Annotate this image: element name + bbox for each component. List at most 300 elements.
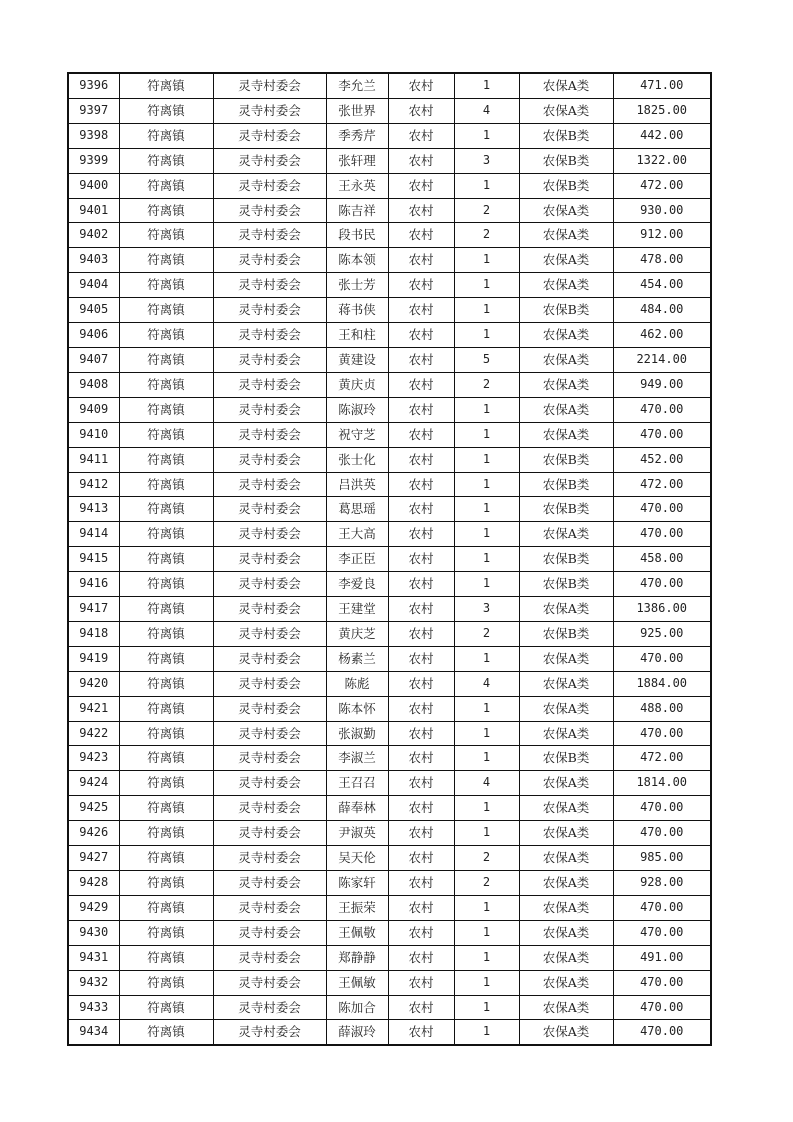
cell-town: 符离镇 xyxy=(119,447,213,472)
cell-village-committee: 灵寺村委会 xyxy=(213,323,326,348)
cell-insurance-category: 农保A类 xyxy=(519,198,613,223)
table-row xyxy=(68,621,711,646)
cell-row-id: 9408 xyxy=(68,372,119,397)
table-row xyxy=(68,323,711,348)
cell-town: 符离镇 xyxy=(119,273,213,298)
cell-amount: 470.00 xyxy=(613,821,711,846)
cell-name: 李爱良 xyxy=(326,572,388,597)
cell-insurance-category: 农保A类 xyxy=(519,372,613,397)
table-row xyxy=(68,995,711,1020)
cell-name: 尹淑英 xyxy=(326,821,388,846)
cell-town: 符离镇 xyxy=(119,223,213,248)
cell-insurance-category: 农保A类 xyxy=(519,597,613,622)
cell-amount: 470.00 xyxy=(613,970,711,995)
cell-village-committee: 灵寺村委会 xyxy=(213,621,326,646)
cell-amount: 1825.00 xyxy=(613,98,711,123)
cell-name: 张士化 xyxy=(326,447,388,472)
cell-amount: 458.00 xyxy=(613,547,711,572)
cell-village-committee: 灵寺村委会 xyxy=(213,273,326,298)
cell-town: 符离镇 xyxy=(119,1020,213,1045)
cell-name: 黄庆芝 xyxy=(326,621,388,646)
cell-insurance-category: 农保B类 xyxy=(519,298,613,323)
cell-row-id: 9420 xyxy=(68,671,119,696)
cell-insurance-category: 农保A类 xyxy=(519,1020,613,1045)
cell-insurance-category: 农保A类 xyxy=(519,347,613,372)
cell-amount: 2214.00 xyxy=(613,347,711,372)
cell-insurance-category: 农保A类 xyxy=(519,821,613,846)
cell-row-id: 9398 xyxy=(68,123,119,148)
cell-row-id: 9424 xyxy=(68,771,119,796)
cell-household-count: 2 xyxy=(454,621,519,646)
cell-household-count: 2 xyxy=(454,223,519,248)
table-row xyxy=(68,1020,711,1045)
cell-row-id: 9407 xyxy=(68,347,119,372)
cell-village-committee: 灵寺村委会 xyxy=(213,572,326,597)
cell-household-count: 1 xyxy=(454,123,519,148)
cell-amount: 470.00 xyxy=(613,422,711,447)
cell-town: 符离镇 xyxy=(119,696,213,721)
table-row xyxy=(68,273,711,298)
cell-household-count: 2 xyxy=(454,846,519,871)
cell-insurance-category: 农保B类 xyxy=(519,447,613,472)
cell-village-committee: 灵寺村委会 xyxy=(213,597,326,622)
cell-town: 符离镇 xyxy=(119,945,213,970)
cell-insurance-category: 农保B类 xyxy=(519,148,613,173)
cell-amount: 472.00 xyxy=(613,472,711,497)
cell-row-id: 9396 xyxy=(68,73,119,98)
cell-name: 王振荣 xyxy=(326,895,388,920)
cell-village-committee: 灵寺村委会 xyxy=(213,895,326,920)
cell-row-id: 9422 xyxy=(68,721,119,746)
cell-household-count: 1 xyxy=(454,273,519,298)
cell-name: 陈家轩 xyxy=(326,871,388,896)
cell-town: 符离镇 xyxy=(119,572,213,597)
cell-area-type: 农村 xyxy=(388,821,454,846)
cell-insurance-category: 农保B类 xyxy=(519,472,613,497)
cell-household-count: 1 xyxy=(454,73,519,98)
cell-insurance-category: 农保A类 xyxy=(519,771,613,796)
cell-insurance-category: 农保B类 xyxy=(519,572,613,597)
table-row xyxy=(68,248,711,273)
cell-row-id: 9410 xyxy=(68,422,119,447)
cell-household-count: 1 xyxy=(454,970,519,995)
cell-row-id: 9409 xyxy=(68,397,119,422)
cell-village-committee: 灵寺村委会 xyxy=(213,372,326,397)
cell-row-id: 9428 xyxy=(68,871,119,896)
cell-household-count: 5 xyxy=(454,347,519,372)
cell-village-committee: 灵寺村委会 xyxy=(213,547,326,572)
cell-household-count: 1 xyxy=(454,796,519,821)
cell-town: 符离镇 xyxy=(119,646,213,671)
cell-amount: 985.00 xyxy=(613,846,711,871)
cell-household-count: 4 xyxy=(454,98,519,123)
cell-row-id: 9412 xyxy=(68,472,119,497)
cell-amount: 470.00 xyxy=(613,995,711,1020)
cell-row-id: 9400 xyxy=(68,173,119,198)
cell-household-count: 1 xyxy=(454,995,519,1020)
cell-amount: 470.00 xyxy=(613,497,711,522)
cell-row-id: 9427 xyxy=(68,846,119,871)
data-table xyxy=(67,72,712,1046)
cell-area-type: 农村 xyxy=(388,347,454,372)
cell-amount: 470.00 xyxy=(613,920,711,945)
table-row xyxy=(68,522,711,547)
cell-village-committee: 灵寺村委会 xyxy=(213,671,326,696)
cell-town: 符离镇 xyxy=(119,846,213,871)
cell-insurance-category: 农保A类 xyxy=(519,397,613,422)
cell-amount: 462.00 xyxy=(613,323,711,348)
cell-area-type: 农村 xyxy=(388,547,454,572)
cell-area-type: 农村 xyxy=(388,796,454,821)
cell-insurance-category: 农保A类 xyxy=(519,995,613,1020)
cell-insurance-category: 农保A类 xyxy=(519,248,613,273)
cell-amount: 442.00 xyxy=(613,123,711,148)
cell-household-count: 2 xyxy=(454,871,519,896)
table-row xyxy=(68,198,711,223)
cell-village-committee: 灵寺村委会 xyxy=(213,746,326,771)
cell-village-committee: 灵寺村委会 xyxy=(213,522,326,547)
cell-name: 薛奉林 xyxy=(326,796,388,821)
cell-town: 符离镇 xyxy=(119,597,213,622)
cell-household-count: 1 xyxy=(454,547,519,572)
cell-household-count: 4 xyxy=(454,671,519,696)
cell-amount: 478.00 xyxy=(613,248,711,273)
cell-area-type: 农村 xyxy=(388,497,454,522)
cell-name: 张士芳 xyxy=(326,273,388,298)
cell-amount: 470.00 xyxy=(613,796,711,821)
cell-name: 季秀芹 xyxy=(326,123,388,148)
cell-household-count: 1 xyxy=(454,646,519,671)
cell-area-type: 农村 xyxy=(388,148,454,173)
cell-name: 王佩敬 xyxy=(326,920,388,945)
cell-amount: 454.00 xyxy=(613,273,711,298)
cell-insurance-category: 农保A类 xyxy=(519,422,613,447)
cell-insurance-category: 农保B类 xyxy=(519,746,613,771)
cell-insurance-category: 农保A类 xyxy=(519,970,613,995)
cell-amount: 925.00 xyxy=(613,621,711,646)
cell-amount: 1884.00 xyxy=(613,671,711,696)
cell-amount: 484.00 xyxy=(613,298,711,323)
cell-area-type: 农村 xyxy=(388,98,454,123)
table-row xyxy=(68,422,711,447)
cell-name: 李正臣 xyxy=(326,547,388,572)
table-row xyxy=(68,472,711,497)
cell-name: 王佩敏 xyxy=(326,970,388,995)
cell-village-committee: 灵寺村委会 xyxy=(213,846,326,871)
table-row xyxy=(68,871,711,896)
table-row xyxy=(68,945,711,970)
cell-household-count: 1 xyxy=(454,323,519,348)
cell-town: 符离镇 xyxy=(119,422,213,447)
cell-area-type: 农村 xyxy=(388,422,454,447)
cell-amount: 1322.00 xyxy=(613,148,711,173)
cell-town: 符离镇 xyxy=(119,970,213,995)
cell-area-type: 农村 xyxy=(388,721,454,746)
cell-household-count: 1 xyxy=(454,746,519,771)
cell-area-type: 农村 xyxy=(388,995,454,1020)
table-row xyxy=(68,846,711,871)
cell-name: 王大高 xyxy=(326,522,388,547)
cell-row-id: 9402 xyxy=(68,223,119,248)
cell-insurance-category: 农保A类 xyxy=(519,73,613,98)
cell-village-committee: 灵寺村委会 xyxy=(213,871,326,896)
cell-town: 符离镇 xyxy=(119,248,213,273)
cell-amount: 928.00 xyxy=(613,871,711,896)
cell-household-count: 1 xyxy=(454,522,519,547)
cell-insurance-category: 农保B类 xyxy=(519,123,613,148)
cell-town: 符离镇 xyxy=(119,298,213,323)
cell-area-type: 农村 xyxy=(388,248,454,273)
cell-village-committee: 灵寺村委会 xyxy=(213,447,326,472)
cell-name: 吴天伦 xyxy=(326,846,388,871)
cell-amount: 470.00 xyxy=(613,522,711,547)
table-row xyxy=(68,970,711,995)
cell-amount: 949.00 xyxy=(613,372,711,397)
cell-area-type: 农村 xyxy=(388,696,454,721)
cell-area-type: 农村 xyxy=(388,572,454,597)
cell-household-count: 1 xyxy=(454,248,519,273)
table-row xyxy=(68,821,711,846)
cell-row-id: 9426 xyxy=(68,821,119,846)
cell-area-type: 农村 xyxy=(388,597,454,622)
table-row xyxy=(68,920,711,945)
cell-amount: 471.00 xyxy=(613,73,711,98)
cell-village-committee: 灵寺村委会 xyxy=(213,472,326,497)
cell-insurance-category: 农保B类 xyxy=(519,173,613,198)
cell-name: 陈本怀 xyxy=(326,696,388,721)
cell-town: 符离镇 xyxy=(119,671,213,696)
cell-row-id: 9433 xyxy=(68,995,119,1020)
cell-household-count: 3 xyxy=(454,148,519,173)
cell-household-count: 1 xyxy=(454,920,519,945)
cell-town: 符离镇 xyxy=(119,372,213,397)
cell-town: 符离镇 xyxy=(119,323,213,348)
cell-name: 王永英 xyxy=(326,173,388,198)
cell-town: 符离镇 xyxy=(119,173,213,198)
table-row xyxy=(68,696,711,721)
cell-name: 李淑兰 xyxy=(326,746,388,771)
cell-village-committee: 灵寺村委会 xyxy=(213,696,326,721)
cell-town: 符离镇 xyxy=(119,522,213,547)
cell-insurance-category: 农保B类 xyxy=(519,621,613,646)
cell-town: 符离镇 xyxy=(119,497,213,522)
cell-row-id: 9418 xyxy=(68,621,119,646)
cell-area-type: 农村 xyxy=(388,920,454,945)
cell-household-count: 1 xyxy=(454,173,519,198)
cell-name: 陈本领 xyxy=(326,248,388,273)
table-row xyxy=(68,148,711,173)
cell-name: 陈彪 xyxy=(326,671,388,696)
cell-name: 张轩理 xyxy=(326,148,388,173)
cell-name: 葛思瑶 xyxy=(326,497,388,522)
cell-row-id: 9411 xyxy=(68,447,119,472)
cell-household-count: 1 xyxy=(454,1020,519,1045)
cell-area-type: 农村 xyxy=(388,846,454,871)
cell-row-id: 9405 xyxy=(68,298,119,323)
cell-row-id: 9423 xyxy=(68,746,119,771)
cell-household-count: 2 xyxy=(454,372,519,397)
cell-amount: 470.00 xyxy=(613,721,711,746)
cell-town: 符离镇 xyxy=(119,995,213,1020)
cell-household-count: 3 xyxy=(454,597,519,622)
table-row xyxy=(68,173,711,198)
table-row xyxy=(68,223,711,248)
cell-insurance-category: 农保A类 xyxy=(519,846,613,871)
cell-village-committee: 灵寺村委会 xyxy=(213,970,326,995)
table-row xyxy=(68,397,711,422)
cell-insurance-category: 农保A类 xyxy=(519,273,613,298)
cell-village-committee: 灵寺村委会 xyxy=(213,920,326,945)
cell-town: 符离镇 xyxy=(119,895,213,920)
cell-town: 符离镇 xyxy=(119,73,213,98)
cell-village-committee: 灵寺村委会 xyxy=(213,497,326,522)
cell-amount: 470.00 xyxy=(613,1020,711,1045)
cell-area-type: 农村 xyxy=(388,397,454,422)
cell-insurance-category: 农保A类 xyxy=(519,871,613,896)
cell-amount: 1386.00 xyxy=(613,597,711,622)
cell-area-type: 农村 xyxy=(388,621,454,646)
cell-row-id: 9413 xyxy=(68,497,119,522)
cell-town: 符离镇 xyxy=(119,821,213,846)
cell-insurance-category: 农保A类 xyxy=(519,671,613,696)
cell-area-type: 农村 xyxy=(388,522,454,547)
cell-name: 陈淑玲 xyxy=(326,397,388,422)
cell-household-count: 1 xyxy=(454,397,519,422)
cell-area-type: 农村 xyxy=(388,771,454,796)
cell-row-id: 9404 xyxy=(68,273,119,298)
cell-village-committee: 灵寺村委会 xyxy=(213,646,326,671)
cell-household-count: 1 xyxy=(454,447,519,472)
cell-name: 张世界 xyxy=(326,98,388,123)
cell-village-committee: 灵寺村委会 xyxy=(213,73,326,98)
cell-insurance-category: 农保A类 xyxy=(519,796,613,821)
cell-town: 符离镇 xyxy=(119,148,213,173)
cell-amount: 472.00 xyxy=(613,746,711,771)
table-row xyxy=(68,298,711,323)
cell-village-committee: 灵寺村委会 xyxy=(213,198,326,223)
cell-name: 蒋书侠 xyxy=(326,298,388,323)
cell-amount: 488.00 xyxy=(613,696,711,721)
table-row xyxy=(68,771,711,796)
cell-village-committee: 灵寺村委会 xyxy=(213,397,326,422)
cell-town: 符离镇 xyxy=(119,920,213,945)
cell-household-count: 1 xyxy=(454,945,519,970)
table-row xyxy=(68,746,711,771)
cell-household-count: 1 xyxy=(454,895,519,920)
cell-insurance-category: 农保A类 xyxy=(519,646,613,671)
cell-village-committee: 灵寺村委会 xyxy=(213,248,326,273)
table-row xyxy=(68,895,711,920)
table-row xyxy=(68,671,711,696)
cell-household-count: 1 xyxy=(454,472,519,497)
cell-name: 陈加合 xyxy=(326,995,388,1020)
table-row xyxy=(68,447,711,472)
cell-area-type: 农村 xyxy=(388,472,454,497)
cell-area-type: 农村 xyxy=(388,223,454,248)
cell-row-id: 9415 xyxy=(68,547,119,572)
cell-household-count: 1 xyxy=(454,497,519,522)
cell-amount: 470.00 xyxy=(613,397,711,422)
cell-insurance-category: 农保A类 xyxy=(519,223,613,248)
cell-row-id: 9419 xyxy=(68,646,119,671)
cell-village-committee: 灵寺村委会 xyxy=(213,298,326,323)
cell-insurance-category: 农保A类 xyxy=(519,522,613,547)
cell-household-count: 2 xyxy=(454,198,519,223)
cell-area-type: 农村 xyxy=(388,198,454,223)
cell-row-id: 9399 xyxy=(68,148,119,173)
cell-area-type: 农村 xyxy=(388,323,454,348)
cell-amount: 930.00 xyxy=(613,198,711,223)
cell-area-type: 农村 xyxy=(388,73,454,98)
cell-amount: 472.00 xyxy=(613,173,711,198)
cell-name: 薛淑玲 xyxy=(326,1020,388,1045)
table-row xyxy=(68,572,711,597)
cell-household-count: 4 xyxy=(454,771,519,796)
cell-town: 符离镇 xyxy=(119,746,213,771)
table-row xyxy=(68,73,711,98)
cell-household-count: 1 xyxy=(454,721,519,746)
cell-row-id: 9401 xyxy=(68,198,119,223)
cell-row-id: 9416 xyxy=(68,572,119,597)
cell-amount: 1814.00 xyxy=(613,771,711,796)
cell-name: 李允兰 xyxy=(326,73,388,98)
cell-village-committee: 灵寺村委会 xyxy=(213,995,326,1020)
table-row xyxy=(68,347,711,372)
cell-village-committee: 灵寺村委会 xyxy=(213,173,326,198)
table-row xyxy=(68,646,711,671)
cell-row-id: 9429 xyxy=(68,895,119,920)
table-row xyxy=(68,547,711,572)
cell-town: 符离镇 xyxy=(119,721,213,746)
cell-amount: 452.00 xyxy=(613,447,711,472)
table-body xyxy=(68,73,711,1045)
cell-name: 王建堂 xyxy=(326,597,388,622)
cell-insurance-category: 农保A类 xyxy=(519,98,613,123)
cell-name: 王召召 xyxy=(326,771,388,796)
cell-area-type: 农村 xyxy=(388,173,454,198)
cell-name: 杨素兰 xyxy=(326,646,388,671)
cell-row-id: 9431 xyxy=(68,945,119,970)
cell-area-type: 农村 xyxy=(388,895,454,920)
cell-town: 符离镇 xyxy=(119,123,213,148)
cell-town: 符离镇 xyxy=(119,621,213,646)
cell-row-id: 9425 xyxy=(68,796,119,821)
cell-area-type: 农村 xyxy=(388,746,454,771)
cell-insurance-category: 农保A类 xyxy=(519,323,613,348)
cell-area-type: 农村 xyxy=(388,671,454,696)
cell-area-type: 农村 xyxy=(388,123,454,148)
cell-row-id: 9434 xyxy=(68,1020,119,1045)
table-row xyxy=(68,721,711,746)
table-row xyxy=(68,597,711,622)
cell-insurance-category: 农保A类 xyxy=(519,920,613,945)
cell-insurance-category: 农保B类 xyxy=(519,547,613,572)
table-row xyxy=(68,98,711,123)
cell-village-committee: 灵寺村委会 xyxy=(213,123,326,148)
cell-insurance-category: 农保B类 xyxy=(519,497,613,522)
cell-insurance-category: 农保A类 xyxy=(519,945,613,970)
cell-name: 郑静静 xyxy=(326,945,388,970)
cell-village-committee: 灵寺村委会 xyxy=(213,771,326,796)
cell-village-committee: 灵寺村委会 xyxy=(213,821,326,846)
cell-row-id: 9414 xyxy=(68,522,119,547)
table-row xyxy=(68,497,711,522)
cell-area-type: 农村 xyxy=(388,945,454,970)
cell-town: 符离镇 xyxy=(119,472,213,497)
cell-village-committee: 灵寺村委会 xyxy=(213,945,326,970)
cell-row-id: 9432 xyxy=(68,970,119,995)
cell-amount: 470.00 xyxy=(613,646,711,671)
